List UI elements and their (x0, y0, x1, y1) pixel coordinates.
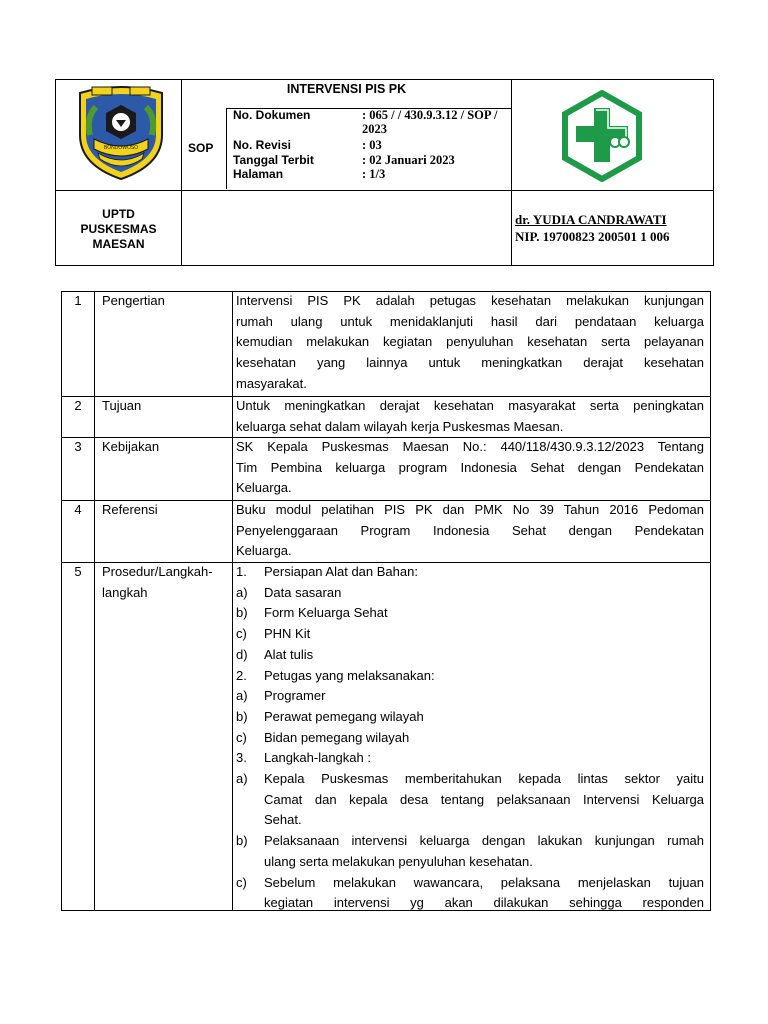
meta-issue-date: Tanggal Terbit : 02 Januari 2023 (233, 153, 455, 167)
list-item: b) Pelaksanaan intervensi keluarga dengan lakukan kunjungan rumah ulang serta melakukan penyuluhan kesehatan. (236, 833, 704, 869)
sop-header (55, 79, 714, 266)
regency-emblem-logo (72, 83, 170, 186)
row-title: Prosedur/Langkah- langkah (102, 564, 213, 600)
header-divider (181, 80, 182, 265)
sop-content-table (61, 291, 711, 911)
document-title: INTERVENSI PIS PK (286, 82, 407, 96)
list-item: d) Alat tulis (236, 646, 314, 662)
table-row-tujuan (62, 396, 710, 438)
row-number: 3 (74, 439, 82, 454)
list-item: 2. Petugas yang melaksanakan: (236, 667, 435, 683)
row-content: Intervensi PIS PK adalah petugas kesehatan melakukan kunjungan rumah ulang untuk menidaklanjuti hasil dari pendataan keluarga kemudian melakukan kegiatan penyuluhan kesehatan serta pelayanan kesehatan yang lainnya untuk meningkatkan derajat kesehatan masyarakat. (236, 293, 704, 391)
meta-revision: No. Revisi : 03 (233, 138, 382, 152)
meta-page: Halaman : 1/3 (233, 167, 386, 181)
list-item: 1. Persiapan Alat dan Bahan: (236, 564, 418, 579)
unit-name: UPTD PUSKESMAS MAESAN (80, 207, 157, 251)
table-row-kebijakan (62, 437, 710, 501)
list-item: b) Form Keluarga Sehat (236, 605, 388, 621)
list-item: c) Bidan pemegang wilayah (236, 729, 410, 745)
row-content: Buku modul pelatihan PIS PK dan PMK No 39 Tahun 2016 Pedoman Penyelenggaraan Program Indonesia Sehat dengan Pendekatan Keluarga. (236, 502, 704, 559)
row-content: Untuk meningkatkan derajat kesehatan masyarakat serta peningkatan keluarga sehat dalam wilayah kerja Puskesmas Maesan. (236, 398, 704, 434)
sop-label: SOP (188, 141, 214, 155)
list-item: c) PHN Kit (236, 626, 311, 642)
list-item: a) Programer (236, 688, 326, 704)
list-item: c) Sebelum melakukan wawancara, pelaksana menjelaskan tujuan kegiatan intervensi yg akan dilakukan sehingga responden (236, 874, 704, 911)
row-title: Kebijakan (102, 439, 160, 454)
signer-nip: NIP. 19700823 200501 1 006 (515, 229, 670, 244)
list-item: b) Perawat pemegang wilayah (236, 708, 424, 724)
list-item: a) Kepala Puskesmas memberitahukan kepada lintas sektor yaitu Camat dan kepala desa tentang pelaksanaan Intervensi Keluarga Sehat. (236, 771, 704, 828)
table-row-referensi (62, 500, 710, 563)
row-number: 4 (74, 502, 82, 517)
signer-name: dr. YUDIA CANDRAWATI (515, 212, 667, 227)
row-title: Referensi (102, 502, 158, 517)
svg-text:BONDOWOSO: BONDOWOSO (103, 145, 139, 151)
row-title: Pengertian (102, 293, 165, 308)
row-number: 1 (74, 293, 82, 308)
meta-document-number: No. Dokumen : 065 / / 430.9.3.12 / SOP / 2023 (233, 108, 498, 136)
table-row-prosedur (62, 562, 710, 912)
signer-block (515, 211, 669, 245)
procedure-list (236, 562, 704, 914)
row-content: SK Kepala Puskesmas Maesan No.: 440/118/430.9.3.12/2023 Tentang Tim Pembina keluarga program Indonesia Sehat dengan Pendekatan Keluarga. (236, 439, 704, 496)
row-number: 2 (74, 398, 82, 413)
header-divider (56, 190, 713, 191)
header-divider (226, 108, 227, 189)
puskesmas-logo (556, 90, 648, 187)
row-number: 5 (74, 564, 82, 579)
table-row-pengertian (62, 292, 710, 397)
list-item: a) Data sasaran (236, 584, 342, 600)
row-title: Tujuan (102, 398, 142, 413)
list-item: 3. Langkah-langkah : (236, 750, 371, 766)
